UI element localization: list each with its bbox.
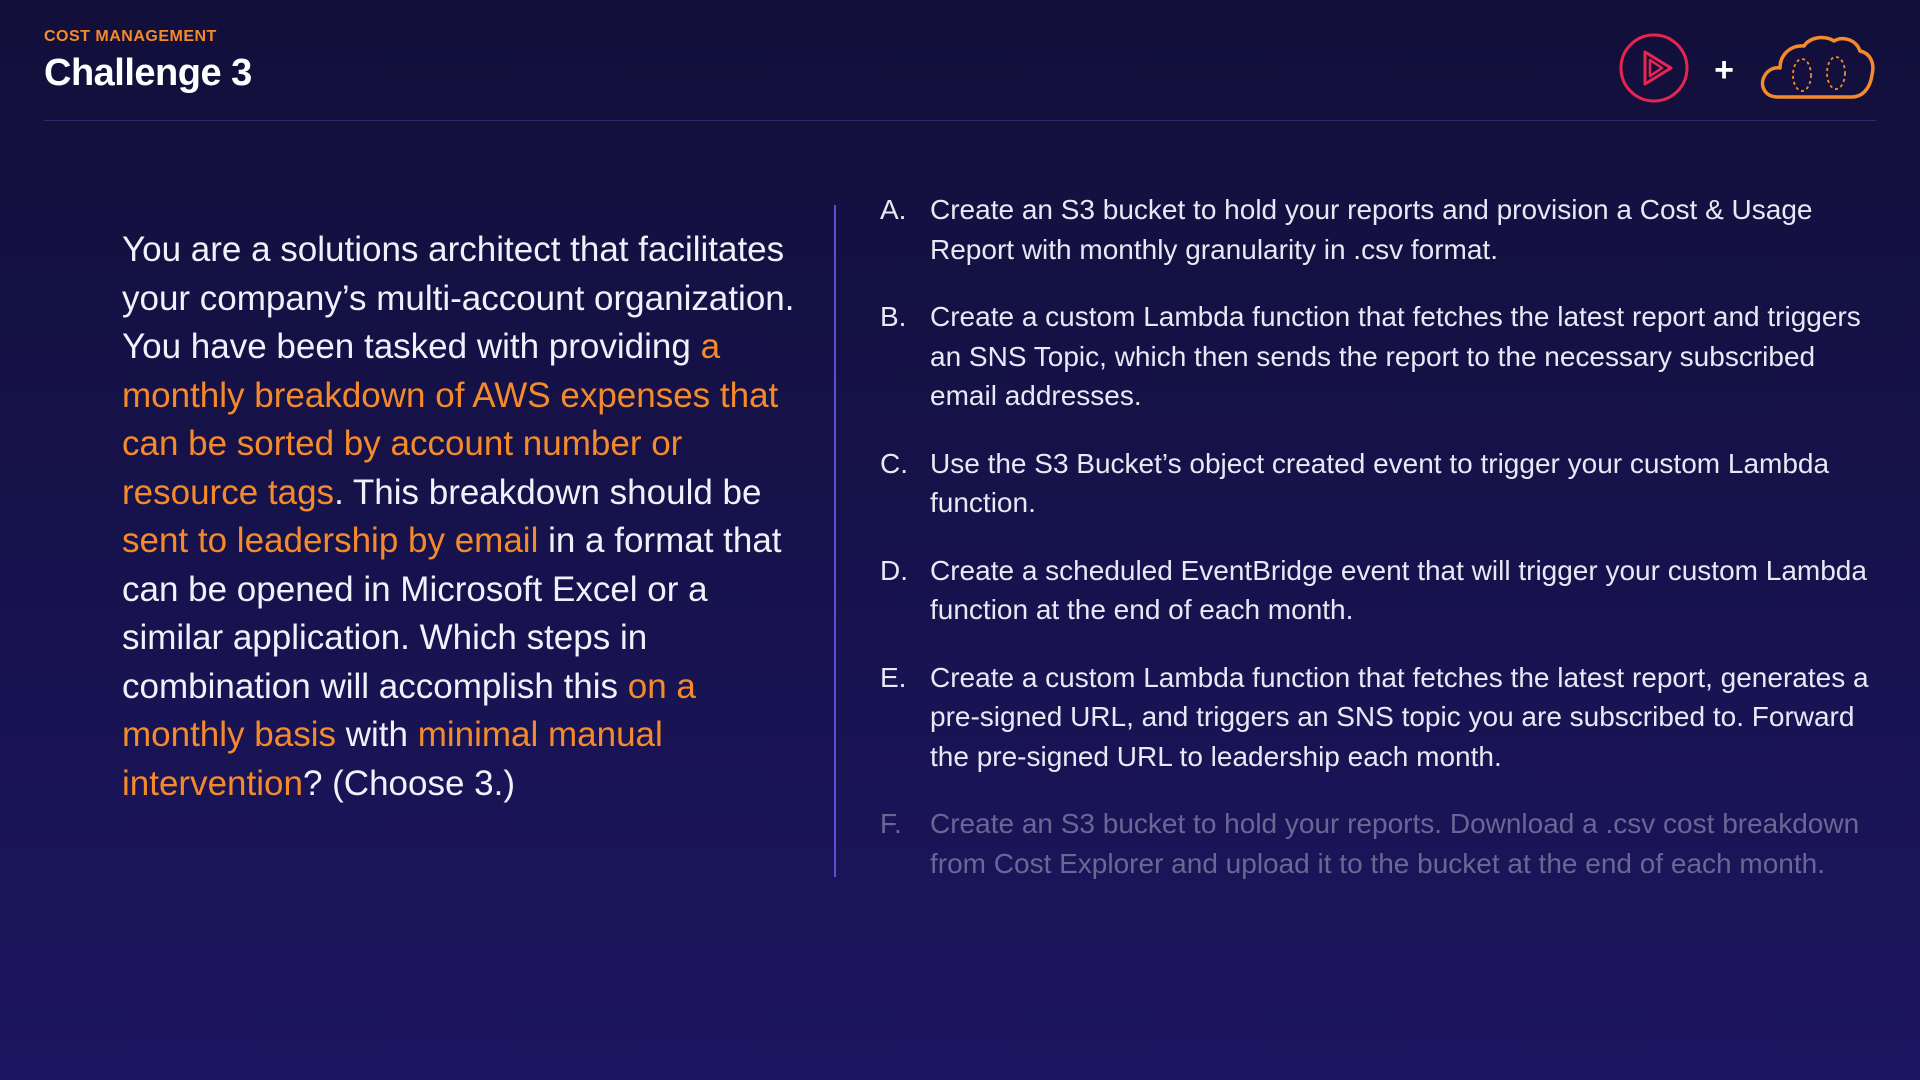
- cloud-icon: [1758, 33, 1876, 108]
- option-b: [880, 297, 1880, 416]
- question-segment: You are a solutions architect that facilitates your company’s multi-account organization. You have been tasked with providing: [122, 230, 795, 366]
- header-divider: [44, 120, 1876, 121]
- option-letter: D.: [880, 554, 908, 586]
- option-letter: F.: [880, 808, 902, 839]
- option-letter: B.: [880, 301, 907, 332]
- logo-group: [1618, 32, 1876, 109]
- question-highlight: on a monthly basis: [122, 666, 696, 754]
- question-segment: with: [335, 715, 418, 754]
- option-letter: A.: [880, 194, 907, 225]
- option-d: [880, 551, 1880, 630]
- question-highlight: a monthly breakdown of AWS expenses that can be sorted by account number or resource tags: [122, 327, 779, 512]
- option-c: [880, 444, 1880, 523]
- option-text: Create an S3 bucket to hold your reports. Download a .csv cost breakdown from Cost Explorer and upload it to the bucket at the end of each month.: [930, 808, 1860, 879]
- question-text: [122, 226, 802, 808]
- option-text: Create a scheduled EventBridge event that will trigger your custom Lambda function at the end of each month.: [930, 554, 1867, 625]
- column-divider: [834, 205, 836, 877]
- option-letter: C.: [880, 447, 908, 479]
- question-segment: . This breakdown should be: [334, 472, 762, 512]
- question-segment: ? (Choose 3.): [302, 763, 516, 803]
- question-highlight: minimal manual intervention: [122, 715, 663, 803]
- option-text: Create a custom Lambda function that fetches the latest report and triggers an SNS Topic, which then sends the report to the necessary subscribed email addresses.: [930, 301, 1861, 411]
- option-text: Create a custom Lambda function that fetches the latest report, generates a pre-signed URL, and triggers an SNS topic you are subscribed to. Forward the pre-signed URL to leadership each month.: [930, 661, 1869, 772]
- option-text: Use the S3 Bucket’s object created event to trigger your custom Lambda function.: [930, 447, 1830, 518]
- page-title: Challenge 3: [44, 52, 252, 94]
- question-segment: in a format that can be opened in Microsoft Excel or a similar application. Which steps in combination will accomplish this: [122, 521, 782, 706]
- option-a: [880, 190, 1880, 269]
- option-text: Create an S3 bucket to hold your reports and provision a Cost & Usage Report with monthly granularity in .csv format.: [930, 194, 1813, 265]
- option-e: [880, 658, 1880, 777]
- slide-header: [44, 28, 252, 95]
- option-letter: E.: [880, 661, 907, 693]
- play-icon: [1618, 32, 1690, 109]
- option-f: [880, 804, 1880, 883]
- plus-sign: +: [1714, 51, 1734, 89]
- answer-options: [880, 190, 1880, 911]
- section-label: COST MANAGEMENT: [44, 28, 217, 45]
- question-highlight: sent to leadership by email: [122, 521, 539, 560]
